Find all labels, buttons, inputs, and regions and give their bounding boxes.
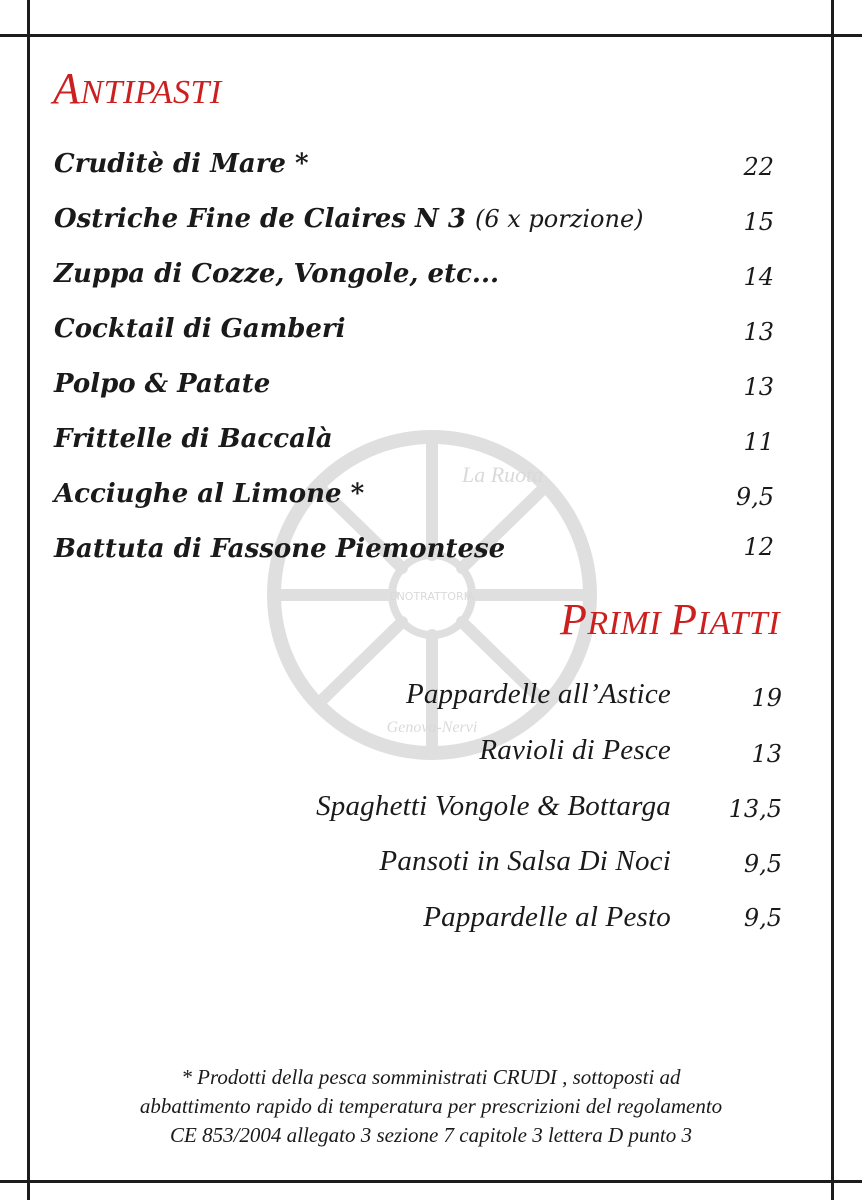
frame-bottom-line — [0, 1180, 862, 1183]
primi-item-price: 9,5 — [743, 904, 782, 932]
footnote-line-2: abbattimento rapido di temperatura per prescrizioni del regolamento — [139, 1094, 723, 1118]
item-portion-note: (6 x porzione) — [475, 205, 644, 233]
watermark-center-text: ENOTRATTORIA — [389, 590, 475, 603]
antipasti-item-name — [54, 316, 346, 342]
antipasti-item-price: 15 — [743, 208, 774, 236]
primi-item-price: 13,5 — [728, 795, 782, 823]
primi-item-name: Ravioli di Pesce — [479, 734, 671, 766]
piatti-title-initial: P — [670, 595, 698, 644]
antipasti-item-name — [54, 261, 499, 287]
antipasti-item-name — [54, 426, 333, 452]
primi-piatti-title — [559, 595, 780, 644]
antipasti-item-price: 13 — [743, 318, 774, 346]
item-name-text: Cocktail di Gamberi — [54, 314, 346, 344]
item-name-text: Frittelle di Baccalà — [54, 424, 333, 454]
antipasti-title — [53, 64, 222, 113]
primi-item-name: Pappardelle al Pesto — [423, 901, 671, 933]
frame-top-line — [0, 34, 862, 37]
piatti-title-rest: IATTI — [697, 605, 780, 642]
frame-left-line — [27, 0, 30, 1200]
antipasti-item-name — [54, 151, 309, 177]
antipasti-item-name — [54, 371, 270, 397]
antipasti-title-initial: A — [53, 64, 81, 113]
antipasti-item-price: 11 — [743, 428, 774, 456]
item-name-text: Ostriche Fine de Claires N 3 — [54, 204, 475, 234]
primi-item-price: 9,5 — [743, 850, 782, 878]
antipasti-title-rest: NTIPASTI — [80, 74, 222, 111]
primi-item-price: 13 — [751, 740, 782, 768]
item-name-text: Battuta di Fassone Piemontese — [54, 534, 506, 564]
item-name-text: Zuppa di Cozze, Vongole, etc... — [54, 259, 500, 289]
primi-title-initial: P — [559, 595, 588, 644]
antipasti-item-price: 12 — [743, 533, 774, 561]
frame-right-line — [831, 0, 834, 1200]
primi-item-name: Pappardelle all’Astice — [405, 678, 671, 710]
primi-item-name: Pansoti in Salsa Di Noci — [379, 845, 671, 877]
item-name-text: Polpo & Patate — [54, 369, 271, 399]
watermark-bottom-text: Genova-Nervi — [386, 719, 478, 736]
item-name-text: Cruditè di Mare * — [54, 149, 309, 179]
item-name-text: Acciughe al Limone * — [54, 479, 365, 509]
footnote-line-1: * Prodotti della pesca somministrati CRUDI , sottoposti ad — [181, 1065, 681, 1089]
antipasti-item-price: 9,5 — [735, 483, 774, 511]
antipasti-item-name — [54, 481, 364, 507]
antipasti-item-price: 14 — [743, 263, 774, 291]
antipasti-item-name — [54, 536, 505, 562]
crudi-footnote — [40, 1063, 822, 1150]
footnote-line-3: CE 853/2004 allegato 3 sezione 7 capitole 3 lettera D punto 3 — [169, 1123, 693, 1147]
primi-item-name: Spaghetti Vongole & Bottarga — [316, 790, 671, 822]
antipasti-item-price: 13 — [743, 373, 774, 401]
primi-item-price: 19 — [751, 684, 782, 712]
primi-title-rest: RIMI — [587, 605, 671, 642]
watermark-top-text: La Ruota — [462, 462, 544, 487]
antipasti-item-price: 22 — [743, 153, 774, 181]
antipasti-item-name — [54, 206, 644, 232]
